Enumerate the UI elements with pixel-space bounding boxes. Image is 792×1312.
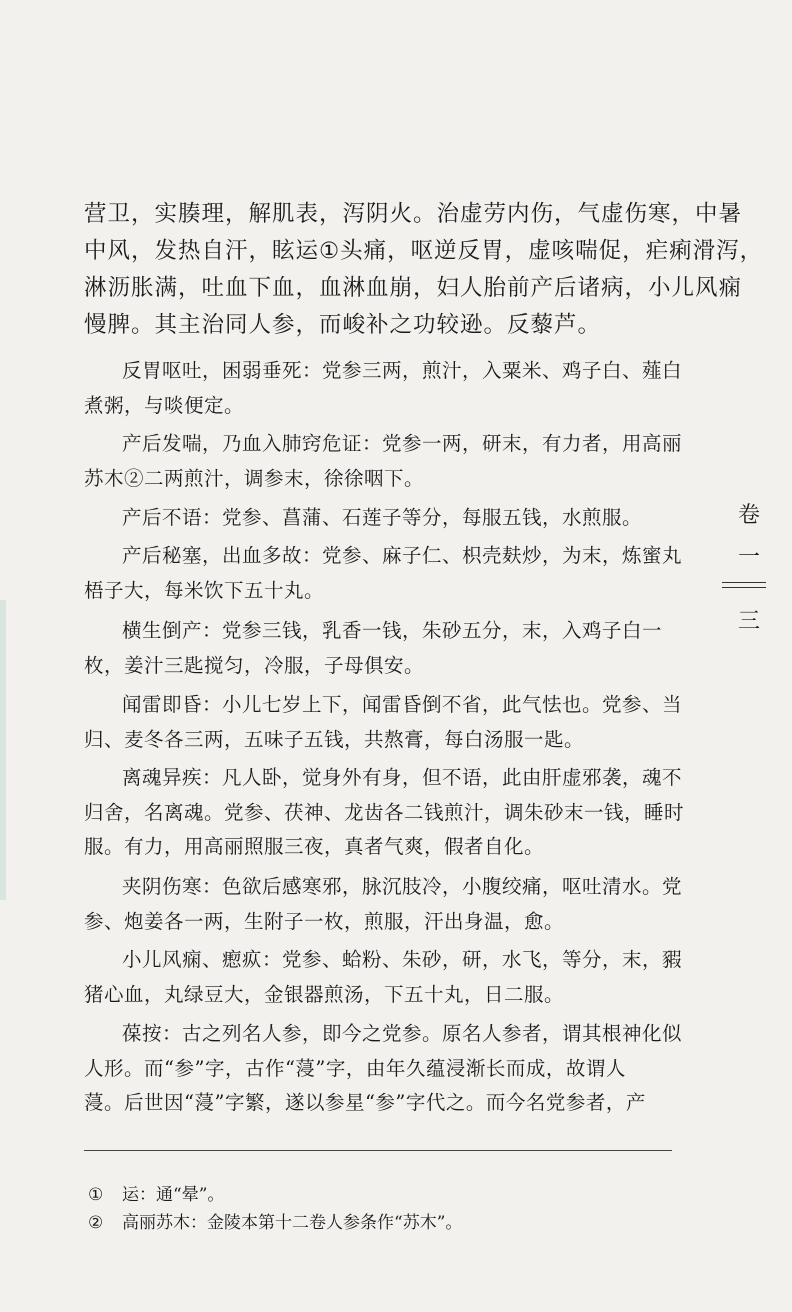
main-line: 淋沥胀满，吐血下血，血淋血崩，妇人胎前产后诸病，小儿风痫 xyxy=(84,275,743,301)
prescription-paragraph xyxy=(84,614,674,683)
para-line: 归、麦冬各三两，五味子五钱，共熬膏，每白汤服一匙。 xyxy=(84,727,585,751)
prescription-paragraph xyxy=(84,943,683,1012)
para-line: 参、炮姜各一两，生附子一枚，煎服，汗出身温，愈。 xyxy=(84,909,565,933)
para-line: 蓡。后世因“蓡”字繁，遂以参星“参”字代之。而今名党参者，产 xyxy=(84,1091,646,1114)
main-line: 营卫，实腠理，解肌表，泻阴火。治虚劳内伤，气虚伤寒，中暑 xyxy=(84,201,743,227)
para-line: 梧子大，每米饮下五十丸。 xyxy=(84,578,325,602)
para-line: 葆按：古之列名人参，即今之党参。原名人参者，谓其根神化似 xyxy=(122,1022,683,1045)
footnote-text: 运：通“晕”。 xyxy=(122,1185,225,1205)
page-number: 三 xyxy=(737,609,760,634)
para-line: 枚，姜汁三匙搅匀，冷服，子母俱安。 xyxy=(84,653,425,677)
volume-label: 卷 xyxy=(737,503,760,528)
prescription-paragraph xyxy=(84,539,683,608)
footnote-mark: ① xyxy=(88,1185,104,1205)
page-edge-shadow xyxy=(0,600,6,900)
para-line: 横生倒产：党参三钱，乳香一钱，朱砂五分，末，入鸡子白一 xyxy=(122,619,663,642)
footnote xyxy=(88,1208,462,1233)
prescription-paragraph xyxy=(84,354,683,423)
prescription-paragraph xyxy=(84,688,683,757)
footnote-text: 高丽苏木：金陵本第十二卷人参条作“苏木”。 xyxy=(122,1213,463,1233)
para-line: 服。有力，用高丽照服三夜，真者气爽，假者自化。 xyxy=(84,835,545,858)
volume-number: 一 xyxy=(737,545,760,570)
para-line: 产后不语：党参、菖蒲、石莲子等分，每服五钱，水煎服。 xyxy=(122,506,643,529)
para-line: 归舍，名离魂。党参、茯神、龙齿各二钱煎汁，调朱砂末一钱，睡时 xyxy=(84,800,685,824)
para-line: 人形。而“参”字，古作“蓡”字，由年久蕴浸渐长而成，故谓人 xyxy=(84,1056,626,1080)
para-line: 夹阴伤寒：色欲后感寒邪，脉沉肢冷，小腹绞痛，呕吐清水。党 xyxy=(122,875,683,898)
commentary-paragraph xyxy=(84,1017,683,1121)
main-line: 慢脾。其主治同人参，而峻补之功较逊。反藜芦。 xyxy=(84,312,602,338)
footnote-mark: ② xyxy=(88,1213,104,1233)
prescription-paragraph xyxy=(84,761,685,865)
para-line: 产后秘塞，出血多故：党参、麻子仁、枳壳麸炒，为末，炼蜜丸 xyxy=(122,544,683,567)
para-line: 小儿风痫、瘛疭：党参、蛤粉、朱砂，研，水飞，等分，末，豭 xyxy=(122,948,683,971)
para-line: 苏木②二两煎汁，调参末，徐徐咽下。 xyxy=(84,466,425,490)
para-line: 闻雷即昏：小儿七岁上下，闻雷昏倒不省，此气怯也。党参、当 xyxy=(122,693,683,716)
para-line: 产后发喘，乃血入肺窍危证：党参一两，研末，有力者，用高丽 xyxy=(122,432,683,455)
prescription-paragraph xyxy=(84,501,674,536)
para-line: 反胃呕吐，困弱垂死：党参三两，煎汁，入粟米、鸡子白、薤白 xyxy=(122,359,683,382)
main-paragraph xyxy=(84,196,764,344)
para-line: 猪心血，丸绿豆大，金银器煎汤，下五十丸，日二服。 xyxy=(84,982,565,1006)
main-line: 中风，发热自汗，眩运①头痛，呕逆反胃，虚咳喘促，疟痢滑泻， xyxy=(84,238,764,264)
para-line: 离魂异疾：凡人卧，觉身外有身，但不语，此由肝虚邪袭，魂不 xyxy=(122,766,683,789)
prescription-paragraph xyxy=(84,870,683,939)
prescription-paragraph xyxy=(84,427,683,496)
para-line: 煮粥，与啖便定。 xyxy=(84,393,245,417)
side-divider xyxy=(722,582,766,588)
footnote-divider xyxy=(84,1150,672,1151)
footnote xyxy=(88,1180,224,1205)
